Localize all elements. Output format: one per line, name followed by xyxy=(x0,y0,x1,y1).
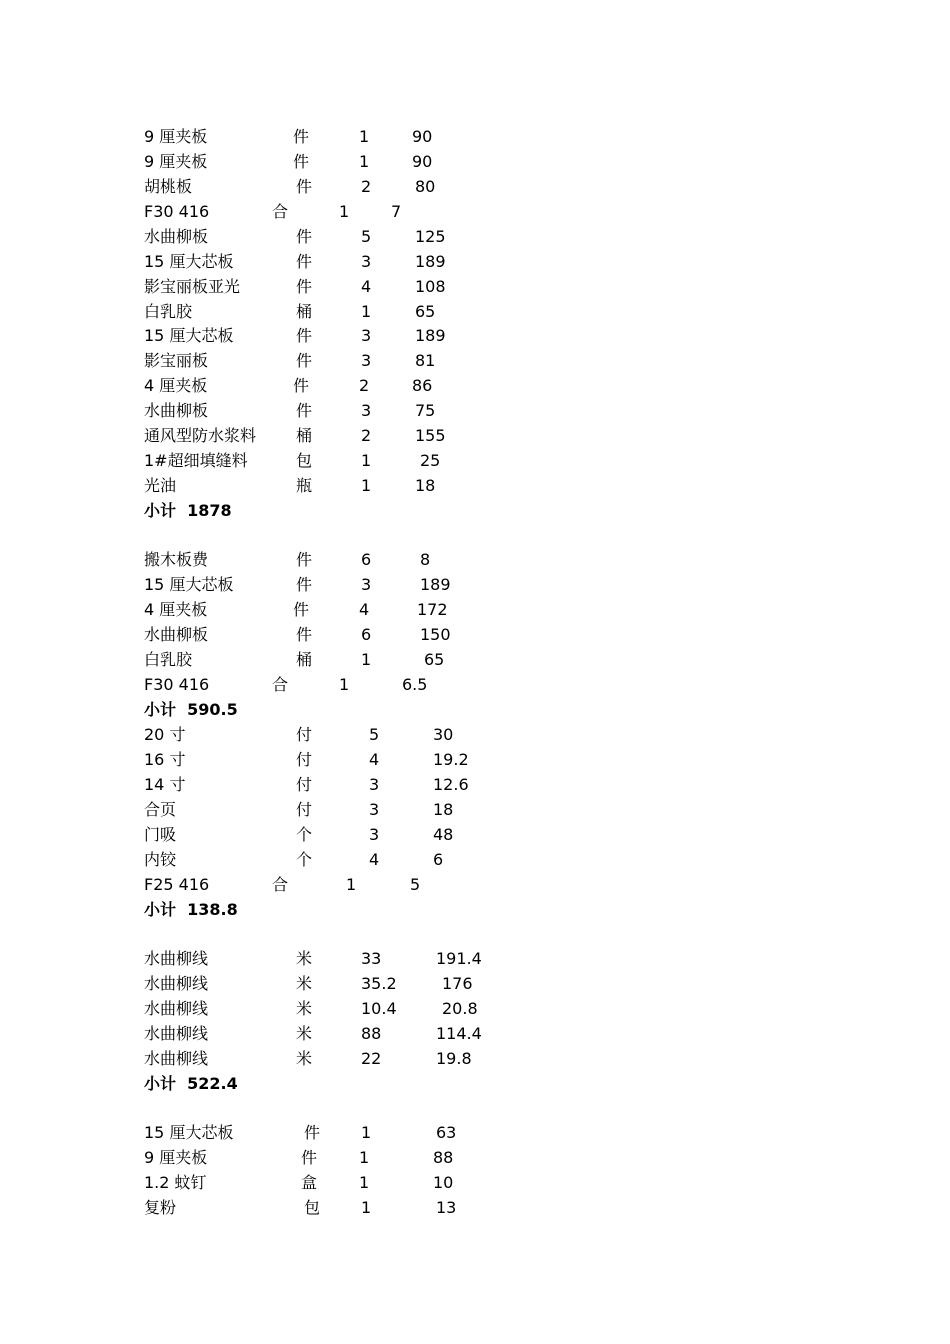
item-amount: 86 xyxy=(412,376,433,396)
item-name: 9 厘夹板 xyxy=(144,1147,208,1167)
item-qty: 6 xyxy=(361,624,372,644)
line-item xyxy=(0,375,950,397)
item-name: 水曲柳线 xyxy=(144,998,209,1018)
item-amount: 8 xyxy=(420,550,431,569)
item-amount: 12.6 xyxy=(433,774,469,794)
item-qty: 4 xyxy=(369,849,380,869)
item-amount: 10 xyxy=(433,1172,454,1192)
item-amount: 63 xyxy=(436,1123,457,1142)
item-amount: 88 xyxy=(433,1147,454,1167)
item-amount: 20.8 xyxy=(442,998,478,1018)
item-name: 水曲柳线 xyxy=(144,1048,209,1068)
item-amount: 189 xyxy=(415,251,446,271)
item-name: 搬木板费 xyxy=(144,550,209,569)
line-item xyxy=(0,624,950,646)
item-unit: 付 xyxy=(296,799,313,819)
item-name: 15 厘大芯板 xyxy=(144,251,234,271)
line-item xyxy=(0,1172,950,1194)
item-name: 水曲柳板 xyxy=(144,624,209,644)
item-name: 14 寸 xyxy=(144,774,186,794)
item-amount: 189 xyxy=(420,574,451,594)
item-amount: 90 xyxy=(412,151,433,171)
item-unit: 桶 xyxy=(296,426,313,446)
item-unit: 件 xyxy=(293,599,310,619)
item-unit: 件 xyxy=(296,550,313,569)
item-qty: 22 xyxy=(361,1048,382,1068)
item-qty: 6 xyxy=(361,550,372,569)
item-amount: 18 xyxy=(433,799,454,819)
item-name: 9 厘夹板 xyxy=(144,151,208,171)
line-item xyxy=(0,1122,950,1144)
item-name: 水曲柳板 xyxy=(144,226,209,246)
line-item xyxy=(0,301,950,323)
line-item xyxy=(0,350,950,372)
item-qty: 35.2 xyxy=(361,973,397,993)
item-qty: 1 xyxy=(361,649,372,669)
item-unit: 包 xyxy=(304,1197,321,1217)
item-name: 16 寸 xyxy=(144,749,186,769)
item-unit: 件 xyxy=(296,351,313,371)
item-amount: 6.5 xyxy=(402,674,428,694)
line-item xyxy=(0,176,950,198)
item-unit: 米 xyxy=(296,998,313,1018)
item-qty: 3 xyxy=(361,251,372,271)
item-qty: 3 xyxy=(369,799,380,819)
item-amount: 75 xyxy=(415,401,436,421)
item-unit: 付 xyxy=(296,725,313,744)
subtotal: 小计 522.4 xyxy=(144,1073,238,1093)
item-amount: 48 xyxy=(433,824,454,844)
item-qty: 2 xyxy=(361,176,372,196)
item-unit: 件 xyxy=(293,376,310,396)
item-name: 4 厘夹板 xyxy=(144,376,208,396)
item-amount: 108 xyxy=(415,276,446,296)
item-amount: 90 xyxy=(412,127,433,146)
line-item xyxy=(0,849,950,871)
item-amount: 13 xyxy=(436,1197,457,1217)
item-unit: 合 xyxy=(272,874,289,894)
item-qty: 1 xyxy=(359,1147,370,1167)
line-item xyxy=(0,973,950,995)
item-unit: 合 xyxy=(272,201,289,221)
item-unit: 件 xyxy=(296,624,313,644)
item-amount: 19.8 xyxy=(436,1048,472,1068)
item-qty: 1 xyxy=(359,1172,370,1192)
line-item xyxy=(0,824,950,846)
item-unit: 件 xyxy=(296,574,313,594)
item-amount: 189 xyxy=(415,326,446,346)
item-unit: 件 xyxy=(296,401,313,421)
item-name: 水曲柳线 xyxy=(144,1023,209,1043)
line-item xyxy=(0,251,950,273)
item-qty: 10.4 xyxy=(361,998,397,1018)
item-qty: 5 xyxy=(369,725,380,744)
item-unit: 件 xyxy=(304,1123,321,1142)
item-name: 水曲柳线 xyxy=(144,949,209,968)
line-item xyxy=(0,649,950,671)
subtotal: 小计 590.5 xyxy=(144,699,238,719)
item-unit: 件 xyxy=(296,176,313,196)
item-amount: 19.2 xyxy=(433,749,469,769)
item-name: 通风型防水浆料 xyxy=(144,426,257,446)
item-qty: 33 xyxy=(361,949,382,968)
item-unit: 桶 xyxy=(296,649,313,669)
item-unit: 个 xyxy=(296,824,313,844)
item-qty: 3 xyxy=(361,351,372,371)
item-amount: 114.4 xyxy=(436,1023,482,1043)
item-qty: 4 xyxy=(369,749,380,769)
item-amount: 176 xyxy=(442,973,473,993)
item-name: 15 厘大芯板 xyxy=(144,326,234,346)
item-unit: 米 xyxy=(296,949,313,968)
item-unit: 件 xyxy=(293,127,310,146)
item-qty: 3 xyxy=(361,574,372,594)
item-name: 影宝丽板 xyxy=(144,351,209,371)
item-qty: 3 xyxy=(369,824,380,844)
line-item xyxy=(0,126,950,148)
item-qty: 1 xyxy=(361,476,372,496)
item-name: 4 厘夹板 xyxy=(144,599,208,619)
item-name: 内铰 xyxy=(144,849,177,869)
item-unit: 个 xyxy=(296,849,313,869)
line-item xyxy=(0,674,950,696)
subtotal: 小计 1878 xyxy=(144,500,232,520)
item-qty: 2 xyxy=(361,426,372,446)
item-name: 合页 xyxy=(144,799,177,819)
item-unit: 合 xyxy=(272,674,289,694)
line-item xyxy=(0,151,950,173)
line-item xyxy=(0,1147,950,1169)
item-qty: 88 xyxy=(361,1023,382,1043)
item-unit: 米 xyxy=(296,973,313,993)
item-unit: 盒 xyxy=(301,1172,318,1192)
item-unit: 桶 xyxy=(296,301,313,321)
line-item xyxy=(0,799,950,821)
subtotal: 小计 138.8 xyxy=(144,899,238,919)
item-name: 门吸 xyxy=(144,824,177,844)
line-item xyxy=(0,574,950,596)
line-item xyxy=(0,549,950,571)
item-name: 20 寸 xyxy=(144,725,186,744)
item-amount: 18 xyxy=(415,476,436,496)
line-item xyxy=(0,1197,950,1219)
line-item xyxy=(0,1048,950,1070)
item-name: 1.2 蚊钉 xyxy=(144,1172,207,1192)
item-qty: 4 xyxy=(359,599,370,619)
item-qty: 1 xyxy=(346,874,357,894)
item-name: F30 416 xyxy=(144,674,210,694)
line-item xyxy=(0,201,950,223)
item-name: 白乳胶 xyxy=(144,649,193,669)
item-qty: 1 xyxy=(339,674,350,694)
item-amount: 5 xyxy=(410,874,421,894)
item-amount: 125 xyxy=(415,226,446,246)
item-amount: 65 xyxy=(415,301,436,321)
item-unit: 件 xyxy=(296,276,313,296)
item-amount: 172 xyxy=(417,599,448,619)
item-amount: 6 xyxy=(433,849,444,869)
item-qty: 1 xyxy=(339,201,350,221)
item-unit: 件 xyxy=(296,226,313,246)
line-item xyxy=(0,226,950,248)
line-item xyxy=(0,1023,950,1045)
item-qty: 2 xyxy=(359,376,370,396)
item-unit: 付 xyxy=(296,749,313,769)
item-qty: 3 xyxy=(369,774,380,794)
line-item xyxy=(0,749,950,771)
item-name: 影宝丽板亚光 xyxy=(144,276,241,296)
item-unit: 件 xyxy=(296,251,313,271)
line-item xyxy=(0,874,950,896)
item-unit: 包 xyxy=(296,451,313,471)
line-item xyxy=(0,325,950,347)
line-item xyxy=(0,998,950,1020)
item-amount: 7 xyxy=(391,201,402,221)
item-qty: 1 xyxy=(361,451,372,471)
line-item xyxy=(0,724,950,746)
item-name: 白乳胶 xyxy=(144,301,193,321)
item-qty: 3 xyxy=(361,326,372,346)
item-amount: 30 xyxy=(433,725,454,744)
line-item xyxy=(0,475,950,497)
item-name: 光油 xyxy=(144,476,177,496)
item-qty: 1 xyxy=(361,1123,372,1142)
item-name: 复粉 xyxy=(144,1197,177,1217)
item-name: 9 厘夹板 xyxy=(144,127,208,146)
item-qty: 3 xyxy=(361,401,372,421)
item-amount: 150 xyxy=(420,624,451,644)
item-unit: 付 xyxy=(296,774,313,794)
item-amount: 80 xyxy=(415,176,436,196)
item-qty: 1 xyxy=(361,1197,372,1217)
line-item xyxy=(0,774,950,796)
item-qty: 1 xyxy=(359,151,370,171)
item-unit: 件 xyxy=(293,151,310,171)
item-qty: 1 xyxy=(359,127,370,146)
item-unit: 件 xyxy=(301,1147,318,1167)
item-name: 1#超细填缝料 xyxy=(144,451,248,471)
item-amount: 191.4 xyxy=(436,949,482,968)
item-amount: 25 xyxy=(420,451,441,471)
line-item xyxy=(0,599,950,621)
item-name: F25 416 xyxy=(144,874,210,894)
line-item xyxy=(0,276,950,298)
item-unit: 米 xyxy=(296,1023,313,1043)
item-amount: 65 xyxy=(424,649,445,669)
item-unit: 瓶 xyxy=(296,476,313,496)
item-name: 水曲柳板 xyxy=(144,401,209,421)
item-qty: 1 xyxy=(361,301,372,321)
item-unit: 米 xyxy=(296,1048,313,1068)
item-amount: 155 xyxy=(415,426,446,446)
line-item xyxy=(0,425,950,447)
line-item xyxy=(0,450,950,472)
item-qty: 4 xyxy=(361,276,372,296)
item-name: 15 厘大芯板 xyxy=(144,574,234,594)
item-amount: 81 xyxy=(415,351,436,371)
item-name: 水曲柳线 xyxy=(144,973,209,993)
item-name: F30 416 xyxy=(144,201,210,221)
line-item xyxy=(0,400,950,422)
item-name: 胡桃板 xyxy=(144,176,193,196)
line-item xyxy=(0,948,950,970)
item-unit: 件 xyxy=(296,326,313,346)
item-name: 15 厘大芯板 xyxy=(144,1123,234,1142)
item-qty: 5 xyxy=(361,226,372,246)
